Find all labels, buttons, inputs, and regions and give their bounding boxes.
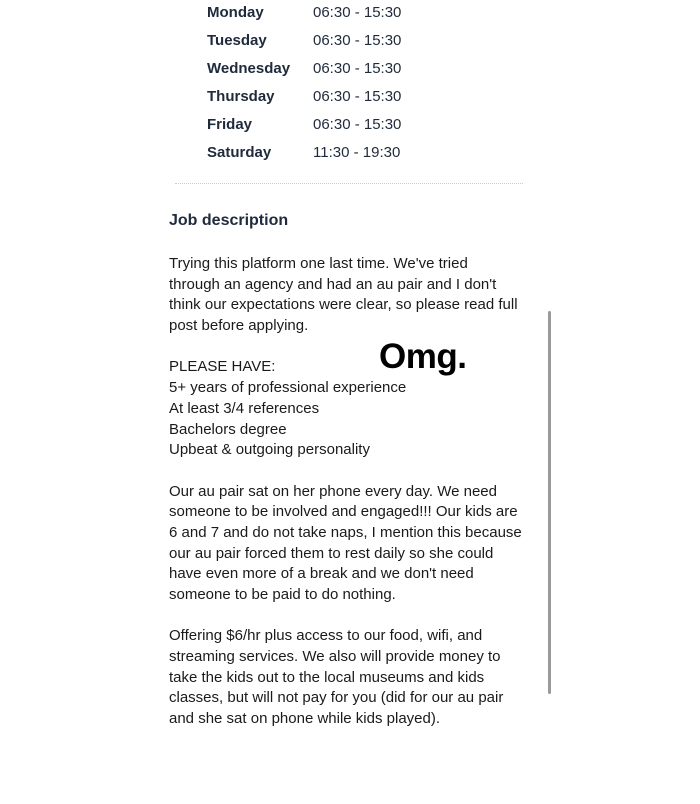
description-line: streaming services. We also will provide money to <box>169 648 501 666</box>
schedule-day: Tuesday <box>207 32 267 49</box>
schedule-day: Monday <box>207 4 264 21</box>
requirement-item: At least 3/4 references <box>169 399 320 417</box>
description-line: and she sat on phone while kids played). <box>169 710 441 728</box>
section-divider <box>175 183 523 184</box>
requirement-item: 5+ years of professional experience <box>169 379 407 397</box>
paragraph-gap <box>169 606 537 627</box>
scrollbar[interactable] <box>548 311 551 694</box>
description-line: post before applying. <box>169 317 309 335</box>
description-line: 6 and 7 and do not take naps, I mention this because <box>169 523 522 541</box>
schedule-time: 06:30 - 15:30 <box>313 60 402 77</box>
requirement-item: Upbeat & outgoing personality <box>169 441 370 459</box>
description-line: our au pair forced them to rest daily so she could <box>169 544 494 562</box>
schedule-time: 11:30 - 19:30 <box>313 144 401 161</box>
description-line: take the kids out to the local museums and kids <box>169 668 485 686</box>
schedule-time: 06:30 - 15:30 <box>313 88 402 105</box>
schedule-day: Friday <box>207 116 253 133</box>
description-line: someone to be involved and engaged!!! Our kids are <box>169 503 518 521</box>
requirements-heading: PLEASE HAVE: <box>169 358 276 376</box>
schedule-day: Saturday <box>207 144 272 161</box>
overlay-caption: Omg. <box>379 337 467 376</box>
description-line: Trying this platform one last time. We've tried <box>169 255 468 272</box>
schedule-time: 06:30 - 15:30 <box>313 32 402 49</box>
requirement-item: Bachelors degree <box>169 420 287 438</box>
job-description-body <box>169 254 537 730</box>
paragraph-gap <box>169 461 537 482</box>
schedule-time: 06:30 - 15:30 <box>313 116 402 133</box>
job-description-heading: Job description <box>169 212 289 229</box>
description-line: have even more of a break and we don't need <box>169 565 474 583</box>
description-line: Our au pair sat on her phone every day. We need <box>169 482 497 500</box>
description-line: classes, but will not pay for you (did for our au pair <box>169 689 504 707</box>
description-line: Offering $6/hr plus access to our food, wifi, and <box>169 627 483 645</box>
description-line: think our expectations were clear, so please read full <box>169 296 518 314</box>
schedule-day: Thursday <box>207 88 275 105</box>
paragraph-gap <box>169 337 537 358</box>
schedule-day: Wednesday <box>207 60 291 77</box>
description-line: through an agency and had an au pair and I don't <box>169 275 497 293</box>
description-line: someone to be paid to do nothing. <box>169 586 396 603</box>
schedule-time: 06:30 - 15:30 <box>313 4 402 21</box>
